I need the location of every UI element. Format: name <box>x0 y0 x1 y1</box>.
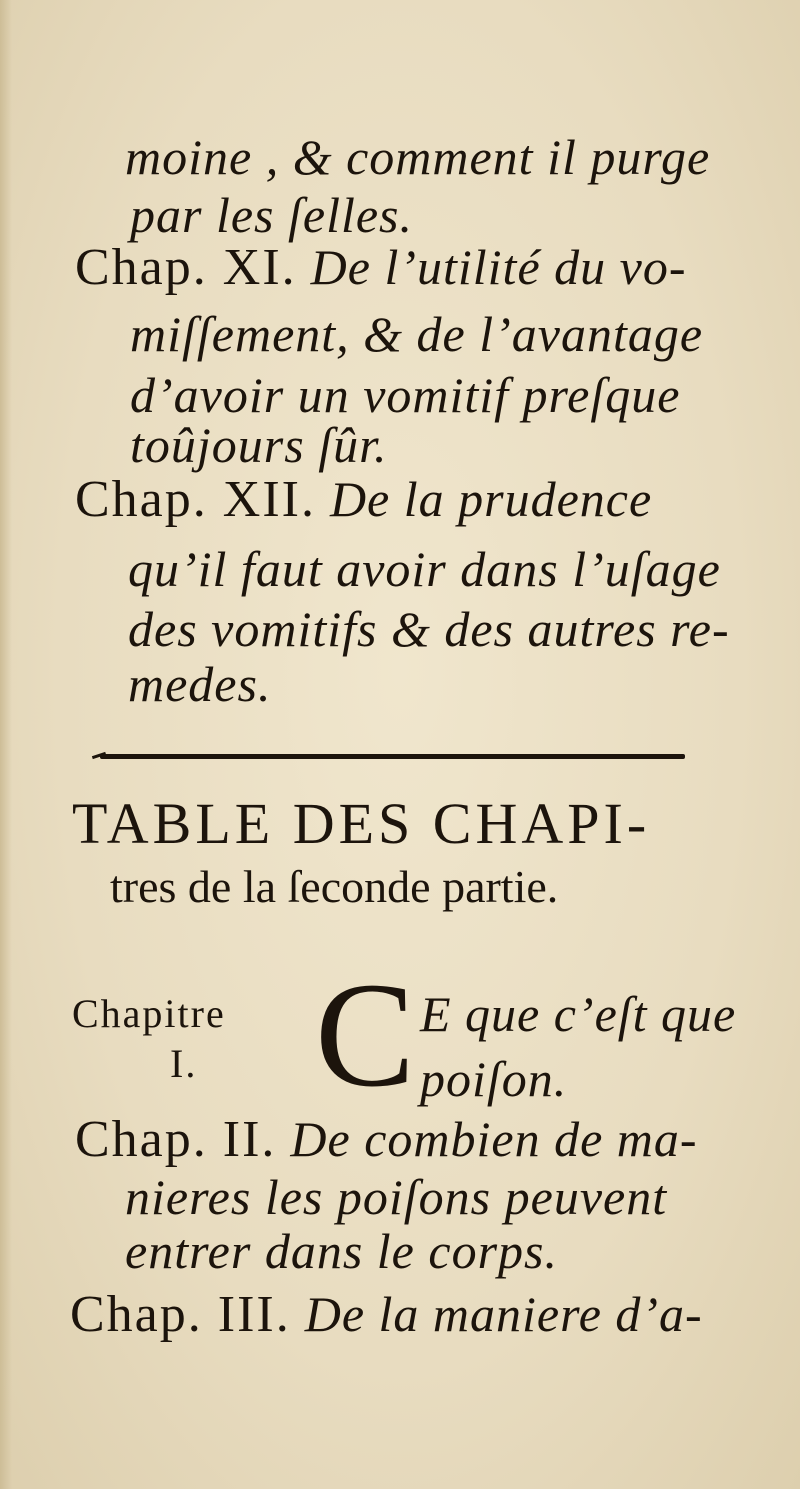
text-line: moine , & comment il purge <box>125 129 711 185</box>
text-line: par les ſelles. <box>130 187 414 243</box>
text-line: poiſon. <box>420 1051 568 1107</box>
text-line: entrer dans le corps. <box>125 1223 558 1279</box>
text-line: des vomitifs & des autres re- <box>128 601 730 657</box>
text-line: qu’il faut avoir dans l’uſage <box>128 541 721 597</box>
chapter-title: De combien de ma- <box>290 1111 698 1167</box>
chapter-number: Chap. II. <box>75 1111 277 1168</box>
chapter-number: Chap. XII. <box>75 471 316 528</box>
section-divider <box>100 754 685 759</box>
chapter-entry-12 <box>75 470 652 529</box>
text-line: d’avoir un vomitif preſque <box>130 367 681 423</box>
chapter-entry-2 <box>75 1110 698 1169</box>
chapter-title: De l’utilité du vo- <box>310 239 687 295</box>
text-line: miſſement, & de l’avantage <box>130 306 704 362</box>
text-line: nieres les poiſons peuvent <box>125 1169 668 1225</box>
chapter-number: Chap. III. <box>70 1286 291 1343</box>
text-line: E que c’eſt que <box>420 986 737 1042</box>
chapter-number: Chap. XI. <box>75 239 297 296</box>
text-line: toûjours ſûr. <box>130 417 388 473</box>
text-line: medes. <box>128 656 272 712</box>
chapter-entry-3 <box>70 1285 703 1344</box>
drop-cap: C <box>315 952 416 1118</box>
chapitre-label: Chapitre <box>72 991 226 1036</box>
table-title: TABLE DES CHAPI- <box>72 791 651 856</box>
table-subtitle: tres de la ſeconde partie. <box>110 861 559 912</box>
chapter-entry-11 <box>75 238 686 297</box>
chapter-title: De la prudence <box>329 471 653 527</box>
chapter-title: De la maniere d’a- <box>304 1286 703 1342</box>
chapitre-number: I. <box>170 1041 198 1086</box>
